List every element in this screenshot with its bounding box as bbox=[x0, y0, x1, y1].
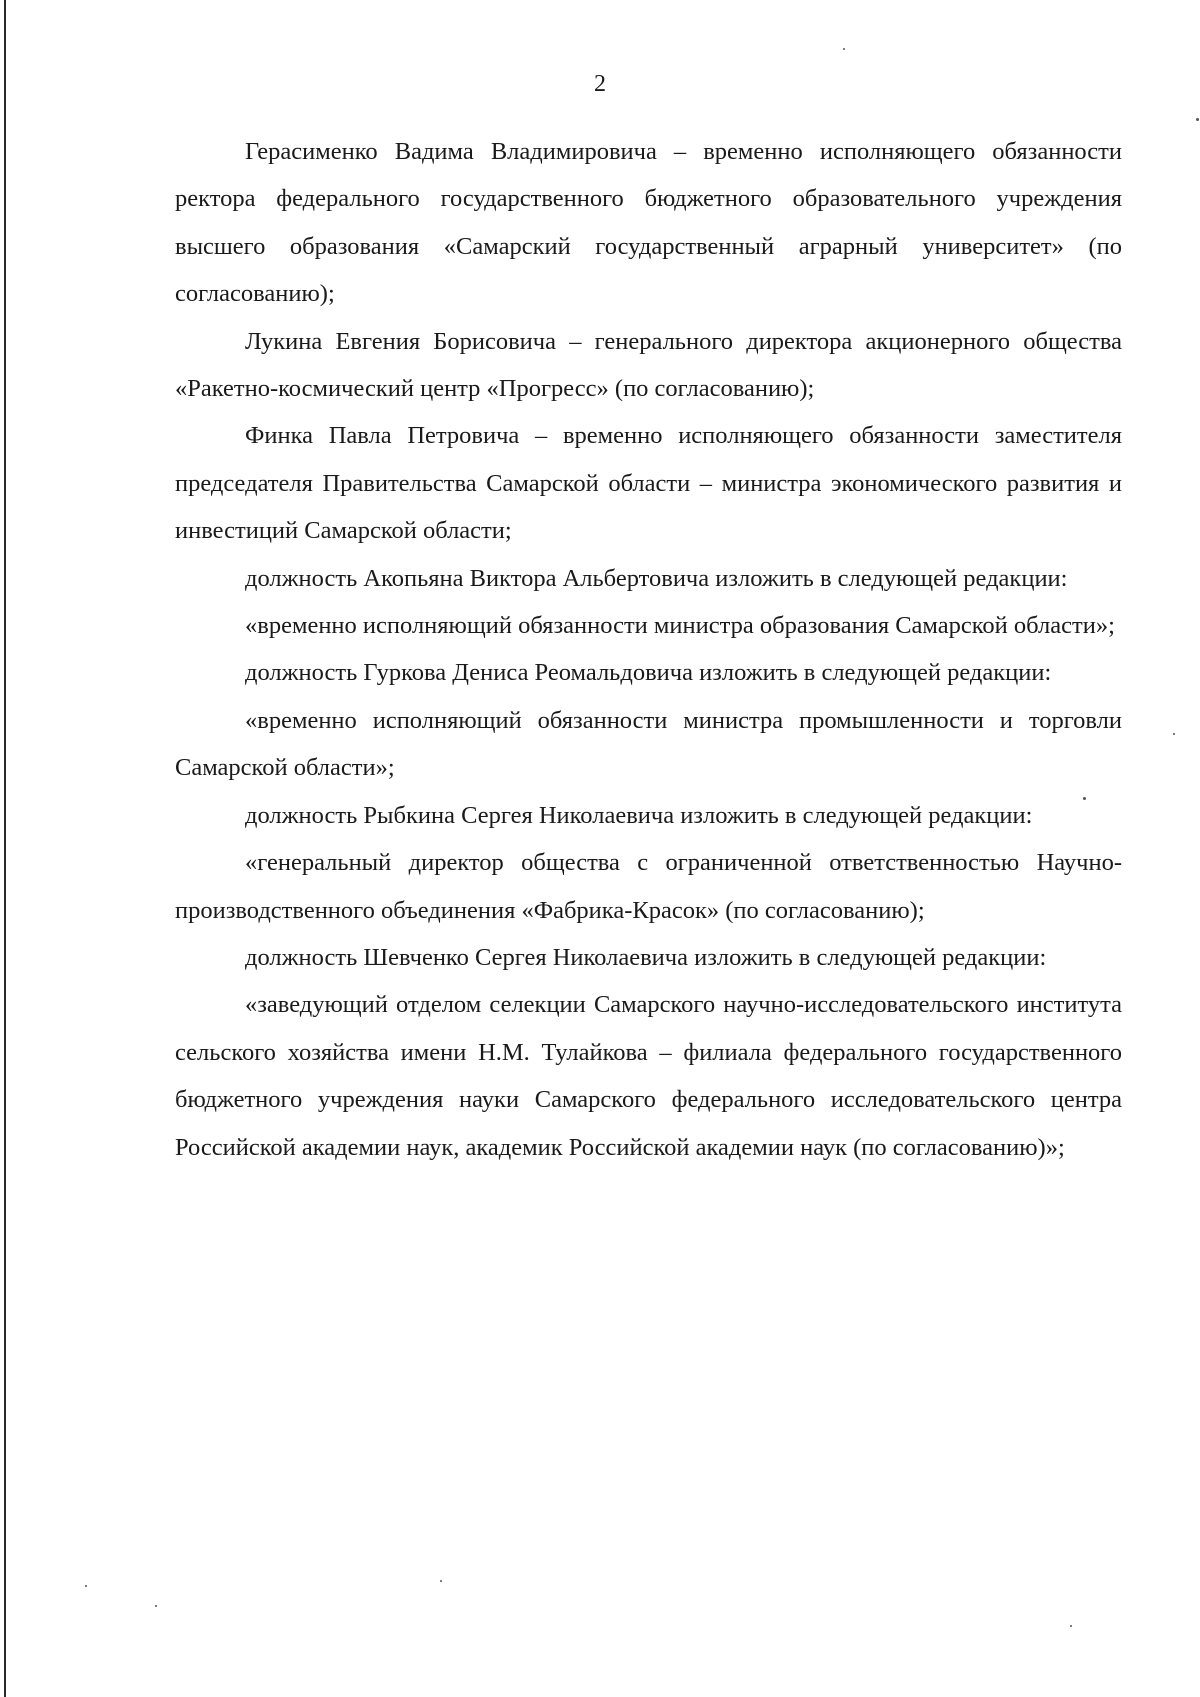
paragraph-akopyan-position: должность Акопьяна Виктора Альбертовича изложить в следующей редакции: bbox=[245, 564, 1068, 592]
scan-speck bbox=[1070, 1625, 1072, 1627]
page-number: 2 bbox=[594, 71, 606, 97]
paragraph-akopyan-new-title: «временно исполняющий обязанности министра образования Самарской области»; bbox=[245, 612, 1115, 640]
scan-speck bbox=[155, 1605, 157, 1607]
paragraph-gerasimenko: Герасименко Вадима Владимировича – временно исполняющего обязанности ректора федерального государственного бюджетного образовательного учреждения высшего образования «Самарский государственный аграрный университет» (по согласованию); bbox=[175, 138, 1122, 308]
scan-speck bbox=[843, 48, 845, 50]
paragraph-rybkin-position: должность Рыбкина Сергея Николаевича изложить в следующей редакции: bbox=[245, 801, 1033, 829]
scan-speck bbox=[85, 1585, 87, 1587]
paragraph-fink: Финка Павла Петровича – временно исполняющего обязанности заместителя председателя Правительства Самарской области – министра экономического развития и инвестиций Самарской области; bbox=[175, 422, 1122, 545]
paragraph-shevchenko-new-title: «заведующий отделом селекции Самарского научно-исследовательского института сельского хозяйства имени Н.М. Тулайкова – филиала федерального государственного бюджетного учреждения науки Самарского федерального исследовательского центра Российской академии наук, академик Российской академии наук (по согласованию)»; bbox=[175, 991, 1122, 1161]
paragraph-lukin: Лукина Евгения Борисовича – генерального директора акционерного общества «Ракетно-космический центр «Прогресс» (по согласованию); bbox=[175, 327, 1122, 403]
scan-speck bbox=[1083, 797, 1086, 800]
paragraph-gurkov-position: должность Гуркова Дениса Реомальдовича изложить в следующей редакции: bbox=[245, 659, 1052, 687]
scan-speck bbox=[1173, 733, 1175, 735]
paragraph-rybkin-new-title: «генеральный директор общества с ограниченной ответственностью Научно-производственного объединения «Фабрика-Красок» (по согласованию); bbox=[175, 849, 1122, 924]
scan-speck bbox=[1196, 118, 1199, 121]
document-body bbox=[175, 128, 1122, 1171]
paragraph-shevchenko-position: должность Шевченко Сергея Николаевича изложить в следующей редакции: bbox=[245, 943, 1047, 971]
scan-border-line bbox=[4, 0, 6, 1697]
scan-speck bbox=[440, 1580, 442, 1582]
paragraph-gurkov-new-title: «временно исполняющий обязанности министра промышленности и торговли Самарской области»; bbox=[175, 706, 1122, 782]
